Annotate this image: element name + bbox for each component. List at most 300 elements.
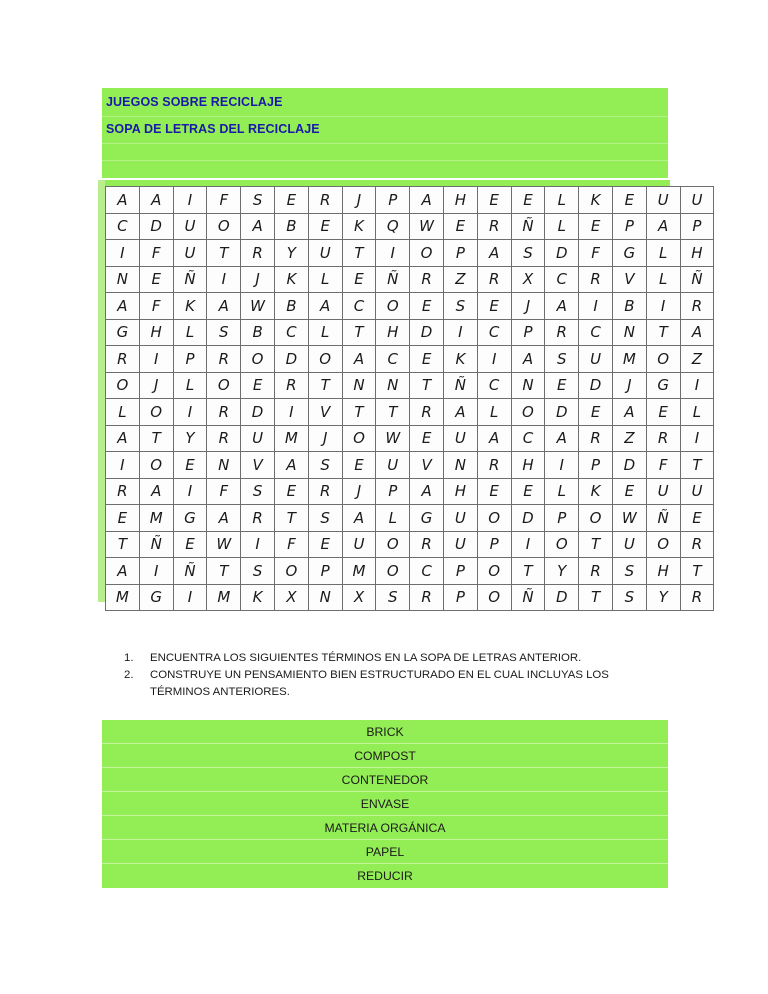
grid-cell[interactable]: R: [274, 372, 308, 399]
grid-cell[interactable]: A: [410, 187, 444, 214]
grid-cell[interactable]: T: [342, 319, 376, 346]
grid-cell[interactable]: L: [173, 372, 207, 399]
grid-cell[interactable]: V: [241, 452, 275, 479]
grid-cell[interactable]: R: [680, 584, 714, 611]
grid-cell[interactable]: O: [477, 584, 511, 611]
grid-cell[interactable]: E: [410, 293, 444, 320]
grid-cell[interactable]: A: [545, 425, 579, 452]
grid-cell[interactable]: M: [274, 425, 308, 452]
grid-cell[interactable]: S: [241, 558, 275, 585]
grid-cell[interactable]: C: [342, 293, 376, 320]
grid-cell[interactable]: L: [477, 399, 511, 426]
grid-cell[interactable]: S: [612, 584, 646, 611]
grid-cell[interactable]: E: [477, 293, 511, 320]
grid-cell[interactable]: P: [443, 240, 477, 267]
grid-cell[interactable]: T: [342, 240, 376, 267]
grid-cell[interactable]: K: [274, 266, 308, 293]
grid-cell[interactable]: W: [410, 213, 444, 240]
grid-cell[interactable]: A: [139, 478, 173, 505]
grid-cell[interactable]: E: [241, 372, 275, 399]
grid-cell[interactable]: D: [511, 505, 545, 532]
grid-row: [106, 558, 714, 585]
grid-cell[interactable]: O: [342, 425, 376, 452]
grid-cell[interactable]: T: [106, 531, 140, 558]
page-title: JUEGOS SOBRE RECICLAJE: [106, 95, 283, 109]
grid-cell[interactable]: L: [545, 187, 579, 214]
grid-cell[interactable]: B: [241, 319, 275, 346]
grid-cell[interactable]: R: [410, 399, 444, 426]
grid-cell[interactable]: P: [443, 584, 477, 611]
grid-cell[interactable]: R: [646, 425, 680, 452]
grid-cell[interactable]: U: [612, 531, 646, 558]
grid-cell[interactable]: O: [139, 452, 173, 479]
grid-cell[interactable]: P: [680, 213, 714, 240]
grid-cell[interactable]: P: [579, 452, 613, 479]
grid-cell[interactable]: D: [274, 346, 308, 373]
grid-cell[interactable]: C: [106, 213, 140, 240]
grid-cell[interactable]: S: [511, 240, 545, 267]
grid-cell[interactable]: H: [376, 319, 410, 346]
grid-cell[interactable]: C: [579, 319, 613, 346]
grid-cell[interactable]: U: [308, 240, 342, 267]
grid-cell[interactable]: R: [308, 187, 342, 214]
grid-cell[interactable]: R: [410, 531, 444, 558]
grid-cell[interactable]: N: [342, 372, 376, 399]
grid-cell[interactable]: D: [241, 399, 275, 426]
grid-row: [106, 425, 714, 452]
grid-cell[interactable]: I: [511, 531, 545, 558]
grid-cell[interactable]: A: [680, 319, 714, 346]
grid-cell[interactable]: I: [106, 452, 140, 479]
grid-cell[interactable]: X: [342, 584, 376, 611]
grid-cell[interactable]: H: [443, 478, 477, 505]
grid-cell[interactable]: E: [511, 478, 545, 505]
grid-cell[interactable]: J: [342, 478, 376, 505]
grid-cell[interactable]: A: [511, 346, 545, 373]
grid-cell[interactable]: R: [579, 425, 613, 452]
grid-cell[interactable]: E: [612, 187, 646, 214]
grid-cell[interactable]: I: [241, 531, 275, 558]
grid-cell[interactable]: S: [308, 452, 342, 479]
grid-cell[interactable]: E: [308, 531, 342, 558]
grid-cell[interactable]: S: [241, 187, 275, 214]
grid-cell[interactable]: O: [376, 531, 410, 558]
grid-cell[interactable]: T: [376, 399, 410, 426]
grid-cell[interactable]: L: [376, 505, 410, 532]
grid-cell[interactable]: G: [106, 319, 140, 346]
word-list-item: ENVASE: [102, 792, 668, 816]
grid-cell[interactable]: D: [545, 584, 579, 611]
grid-cell[interactable]: U: [342, 531, 376, 558]
grid-cell[interactable]: R: [579, 558, 613, 585]
grid-cell[interactable]: L: [308, 319, 342, 346]
grid-cell[interactable]: T: [207, 558, 241, 585]
grid-cell[interactable]: C: [511, 425, 545, 452]
grid-cell[interactable]: Z: [680, 346, 714, 373]
grid-cell[interactable]: O: [376, 558, 410, 585]
grid-cell[interactable]: R: [477, 213, 511, 240]
grid-cell[interactable]: F: [139, 293, 173, 320]
grid-cell[interactable]: S: [241, 478, 275, 505]
grid-cell[interactable]: S: [545, 346, 579, 373]
grid-cell[interactable]: Ñ: [680, 266, 714, 293]
grid-cell[interactable]: E: [173, 531, 207, 558]
grid-cell[interactable]: E: [612, 478, 646, 505]
grid-cell[interactable]: A: [207, 505, 241, 532]
grid-cell[interactable]: E: [511, 187, 545, 214]
grid-cell[interactable]: E: [342, 452, 376, 479]
grid-cell[interactable]: O: [376, 293, 410, 320]
grid-row: [106, 452, 714, 479]
grid-cell[interactable]: C: [274, 319, 308, 346]
grid-cell[interactable]: O: [207, 372, 241, 399]
grid-cell[interactable]: J: [342, 187, 376, 214]
grid-cell[interactable]: M: [139, 505, 173, 532]
grid-cell[interactable]: Ñ: [139, 531, 173, 558]
grid-cell[interactable]: E: [443, 213, 477, 240]
grid-cell[interactable]: I: [443, 319, 477, 346]
grid-cell[interactable]: O: [274, 558, 308, 585]
grid-cell[interactable]: E: [173, 452, 207, 479]
grid-cell[interactable]: K: [342, 213, 376, 240]
grid-cell[interactable]: T: [646, 319, 680, 346]
grid-cell[interactable]: F: [274, 531, 308, 558]
word-list-item: PAPEL: [102, 840, 668, 864]
grid-cell[interactable]: E: [579, 399, 613, 426]
grid-cell[interactable]: R: [410, 266, 444, 293]
grid-cell[interactable]: E: [579, 213, 613, 240]
grid-cell[interactable]: I: [680, 372, 714, 399]
grid-cell[interactable]: O: [646, 531, 680, 558]
grid-cell[interactable]: L: [646, 240, 680, 267]
grid-cell[interactable]: N: [308, 584, 342, 611]
grid-cell[interactable]: R: [680, 293, 714, 320]
grid-cell[interactable]: T: [308, 372, 342, 399]
grid-cell[interactable]: T: [139, 425, 173, 452]
grid-cell[interactable]: B: [274, 213, 308, 240]
grid-cell[interactable]: S: [376, 584, 410, 611]
grid-cell[interactable]: N: [207, 452, 241, 479]
grid-cell[interactable]: A: [477, 240, 511, 267]
grid-cell[interactable]: I: [139, 558, 173, 585]
grid-cell[interactable]: I: [207, 266, 241, 293]
grid-cell[interactable]: A: [443, 399, 477, 426]
grid-cell[interactable]: I: [106, 240, 140, 267]
grid-cell[interactable]: L: [646, 266, 680, 293]
grid-cell[interactable]: V: [308, 399, 342, 426]
grid-cell[interactable]: C: [410, 558, 444, 585]
grid-cell[interactable]: N: [106, 266, 140, 293]
grid-cell[interactable]: Ñ: [173, 266, 207, 293]
grid-cell[interactable]: A: [106, 293, 140, 320]
grid-cell[interactable]: S: [612, 558, 646, 585]
grid-cell[interactable]: E: [139, 266, 173, 293]
grid-cell[interactable]: I: [680, 425, 714, 452]
grid-cell[interactable]: P: [443, 558, 477, 585]
grid-cell[interactable]: D: [545, 399, 579, 426]
grid-cell[interactable]: Y: [274, 240, 308, 267]
grid-cell[interactable]: U: [579, 346, 613, 373]
grid-cell[interactable]: U: [376, 452, 410, 479]
grid-cell[interactable]: V: [612, 266, 646, 293]
grid-cell[interactable]: Q: [376, 213, 410, 240]
grid-cell[interactable]: I: [545, 452, 579, 479]
grid-cell[interactable]: R: [477, 452, 511, 479]
grid-cell[interactable]: S: [207, 319, 241, 346]
grid-cell[interactable]: W: [207, 531, 241, 558]
grid-cell[interactable]: R: [207, 399, 241, 426]
grid-cell[interactable]: A: [139, 187, 173, 214]
grid-cell[interactable]: E: [680, 505, 714, 532]
grid-cell[interactable]: R: [477, 266, 511, 293]
grid-cell[interactable]: R: [241, 240, 275, 267]
grid-cell[interactable]: M: [207, 584, 241, 611]
grid-cell[interactable]: N: [511, 372, 545, 399]
grid-cell[interactable]: I: [579, 293, 613, 320]
grid-cell[interactable]: R: [207, 425, 241, 452]
grid-cell[interactable]: E: [342, 266, 376, 293]
grid-cell[interactable]: U: [646, 187, 680, 214]
grid-cell[interactable]: V: [410, 452, 444, 479]
grid-cell[interactable]: G: [173, 505, 207, 532]
grid-cell[interactable]: E: [308, 213, 342, 240]
grid-cell[interactable]: C: [376, 346, 410, 373]
grid-cell[interactable]: S: [308, 505, 342, 532]
grid-cell[interactable]: O: [207, 213, 241, 240]
grid-cell[interactable]: Y: [173, 425, 207, 452]
grid-cell[interactable]: J: [241, 266, 275, 293]
grid-cell[interactable]: E: [274, 478, 308, 505]
grid-cell[interactable]: A: [410, 478, 444, 505]
grid-cell[interactable]: J: [511, 293, 545, 320]
grid-cell[interactable]: R: [106, 346, 140, 373]
grid-cell[interactable]: I: [173, 478, 207, 505]
grid-cell[interactable]: Y: [646, 584, 680, 611]
grid-cell[interactable]: R: [106, 478, 140, 505]
grid-cell[interactable]: E: [410, 425, 444, 452]
grid-cell[interactable]: I: [477, 346, 511, 373]
grid-cell[interactable]: A: [274, 452, 308, 479]
grid-cell[interactable]: L: [680, 399, 714, 426]
grid-cell[interactable]: M: [342, 558, 376, 585]
grid-cell[interactable]: Ñ: [511, 584, 545, 611]
grid-cell[interactable]: P: [612, 213, 646, 240]
grid-cell[interactable]: C: [477, 319, 511, 346]
grid-cell[interactable]: D: [612, 452, 646, 479]
grid-cell[interactable]: A: [545, 293, 579, 320]
grid-cell[interactable]: P: [376, 187, 410, 214]
grid-cell[interactable]: U: [443, 425, 477, 452]
grid-cell[interactable]: A: [207, 293, 241, 320]
grid-cell[interactable]: X: [511, 266, 545, 293]
grid-cell[interactable]: J: [612, 372, 646, 399]
grid-cell[interactable]: G: [139, 584, 173, 611]
grid-cell[interactable]: G: [410, 505, 444, 532]
grid-cell[interactable]: I: [274, 399, 308, 426]
grid-cell[interactable]: U: [646, 478, 680, 505]
grid-cell[interactable]: T: [579, 531, 613, 558]
grid-cell[interactable]: H: [139, 319, 173, 346]
grid-cell[interactable]: H: [511, 452, 545, 479]
grid-cell[interactable]: F: [139, 240, 173, 267]
grid-cell[interactable]: H: [680, 240, 714, 267]
grid-cell[interactable]: A: [477, 425, 511, 452]
grid-cell[interactable]: P: [511, 319, 545, 346]
grid-cell[interactable]: K: [579, 478, 613, 505]
grid-cell[interactable]: A: [106, 558, 140, 585]
grid-cell[interactable]: F: [579, 240, 613, 267]
grid-cell[interactable]: R: [207, 346, 241, 373]
grid-cell[interactable]: A: [342, 346, 376, 373]
grid-cell[interactable]: H: [646, 558, 680, 585]
grid-cell[interactable]: I: [139, 346, 173, 373]
grid-cell[interactable]: I: [173, 187, 207, 214]
grid-cell[interactable]: T: [579, 584, 613, 611]
grid-cell[interactable]: S: [443, 293, 477, 320]
grid-cell[interactable]: R: [410, 584, 444, 611]
grid-cell[interactable]: O: [511, 399, 545, 426]
grid-cell[interactable]: C: [477, 372, 511, 399]
grid-cell[interactable]: O: [106, 372, 140, 399]
grid-cell[interactable]: B: [612, 293, 646, 320]
grid-cell[interactable]: Ñ: [173, 558, 207, 585]
grid-cell[interactable]: O: [410, 240, 444, 267]
grid-cell[interactable]: H: [443, 187, 477, 214]
grid-cell[interactable]: X: [274, 584, 308, 611]
grid-cell[interactable]: K: [241, 584, 275, 611]
grid-cell[interactable]: O: [545, 531, 579, 558]
grid-cell[interactable]: N: [612, 319, 646, 346]
grid-cell[interactable]: R: [241, 505, 275, 532]
grid-cell[interactable]: A: [342, 505, 376, 532]
grid-cell[interactable]: T: [410, 372, 444, 399]
grid-cell[interactable]: Z: [612, 425, 646, 452]
grid-cell[interactable]: O: [579, 505, 613, 532]
grid-cell[interactable]: W: [612, 505, 646, 532]
grid-cell[interactable]: I: [376, 240, 410, 267]
grid-cell[interactable]: B: [274, 293, 308, 320]
grid-cell[interactable]: G: [612, 240, 646, 267]
grid-cell[interactable]: W: [241, 293, 275, 320]
grid-cell[interactable]: N: [443, 452, 477, 479]
letter-grid-table: [105, 186, 714, 611]
grid-cell[interactable]: Ñ: [511, 213, 545, 240]
grid-cell[interactable]: D: [545, 240, 579, 267]
grid-row: [106, 346, 714, 373]
grid-cell[interactable]: L: [308, 266, 342, 293]
grid-cell[interactable]: I: [173, 399, 207, 426]
grid-cell[interactable]: P: [477, 531, 511, 558]
grid-cell[interactable]: U: [680, 478, 714, 505]
grid-cell[interactable]: J: [139, 372, 173, 399]
grid-cell[interactable]: R: [308, 478, 342, 505]
grid-cell[interactable]: Ñ: [646, 505, 680, 532]
grid-cell[interactable]: K: [579, 187, 613, 214]
grid-cell[interactable]: A: [106, 425, 140, 452]
grid-cell[interactable]: G: [646, 372, 680, 399]
grid-cell[interactable]: U: [443, 505, 477, 532]
grid-cell[interactable]: E: [106, 505, 140, 532]
grid-cell[interactable]: E: [274, 187, 308, 214]
grid-cell[interactable]: P: [376, 478, 410, 505]
grid-cell[interactable]: T: [207, 240, 241, 267]
grid-cell[interactable]: K: [443, 346, 477, 373]
grid-cell[interactable]: R: [545, 319, 579, 346]
grid-cell[interactable]: P: [173, 346, 207, 373]
grid-cell[interactable]: A: [646, 213, 680, 240]
grid-cell[interactable]: U: [173, 240, 207, 267]
grid-cell[interactable]: F: [207, 187, 241, 214]
grid-cell[interactable]: U: [680, 187, 714, 214]
grid-cell[interactable]: W: [376, 425, 410, 452]
grid-cell[interactable]: U: [241, 425, 275, 452]
grid-cell[interactable]: E: [545, 372, 579, 399]
grid-cell[interactable]: D: [139, 213, 173, 240]
grid-cell[interactable]: Ñ: [443, 372, 477, 399]
grid-cell[interactable]: A: [612, 399, 646, 426]
grid-cell[interactable]: R: [680, 531, 714, 558]
grid-cell[interactable]: T: [680, 452, 714, 479]
grid-cell[interactable]: L: [545, 478, 579, 505]
grid-cell[interactable]: U: [443, 531, 477, 558]
grid-cell[interactable]: P: [545, 505, 579, 532]
grid-cell[interactable]: I: [173, 584, 207, 611]
grid-cell[interactable]: F: [646, 452, 680, 479]
grid-cell[interactable]: O: [139, 399, 173, 426]
grid-row: [106, 266, 714, 293]
grid-cell[interactable]: Ñ: [376, 266, 410, 293]
grid-cell[interactable]: T: [274, 505, 308, 532]
grid-cell[interactable]: C: [545, 266, 579, 293]
grid-cell[interactable]: A: [308, 293, 342, 320]
grid-cell[interactable]: T: [680, 558, 714, 585]
grid-cell[interactable]: A: [106, 187, 140, 214]
grid-cell[interactable]: D: [410, 319, 444, 346]
grid-cell[interactable]: N: [376, 372, 410, 399]
grid-cell[interactable]: T: [511, 558, 545, 585]
grid-cell[interactable]: M: [106, 584, 140, 611]
grid-cell[interactable]: Y: [545, 558, 579, 585]
header-divider: [102, 160, 668, 161]
grid-cell[interactable]: O: [477, 558, 511, 585]
grid-row: [106, 293, 714, 320]
grid-cell[interactable]: O: [477, 505, 511, 532]
grid-cell[interactable]: O: [308, 346, 342, 373]
grid-cell[interactable]: T: [342, 399, 376, 426]
grid-cell[interactable]: E: [646, 399, 680, 426]
grid-cell[interactable]: L: [173, 319, 207, 346]
grid-cell[interactable]: E: [410, 346, 444, 373]
grid-cell[interactable]: L: [106, 399, 140, 426]
grid-cell[interactable]: E: [477, 478, 511, 505]
grid-cell[interactable]: J: [308, 425, 342, 452]
grid-cell[interactable]: L: [545, 213, 579, 240]
grid-cell[interactable]: P: [308, 558, 342, 585]
instructions-list: [124, 650, 664, 701]
grid-cell[interactable]: R: [579, 266, 613, 293]
grid-cell[interactable]: O: [646, 346, 680, 373]
grid-cell[interactable]: A: [241, 213, 275, 240]
grid-cell[interactable]: K: [173, 293, 207, 320]
grid-cell[interactable]: O: [241, 346, 275, 373]
grid-cell[interactable]: I: [646, 293, 680, 320]
grid-cell[interactable]: U: [173, 213, 207, 240]
grid-cell[interactable]: D: [579, 372, 613, 399]
grid-cell[interactable]: Z: [443, 266, 477, 293]
grid-cell[interactable]: E: [477, 187, 511, 214]
grid-cell[interactable]: F: [207, 478, 241, 505]
grid-cell[interactable]: M: [612, 346, 646, 373]
